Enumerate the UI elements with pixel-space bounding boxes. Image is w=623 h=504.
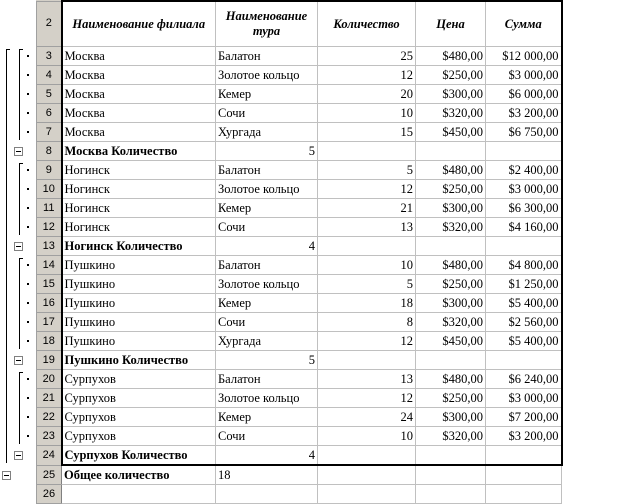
cell-sum[interactable]: $4 800,00	[486, 256, 562, 275]
cell-quantity[interactable]: 13	[318, 218, 416, 237]
cell-quantity[interactable]: 12	[318, 66, 416, 85]
cell-branch[interactable]: Москва Количество	[62, 142, 216, 161]
row-number[interactable]: 9	[37, 161, 62, 180]
table-row	[37, 85, 562, 104]
table-row	[37, 389, 562, 408]
row-number[interactable]: 10	[37, 180, 62, 199]
cell-price[interactable]	[416, 237, 486, 256]
cell-branch[interactable]: Москва	[62, 66, 216, 85]
cell-sum[interactable]: $1 250,00	[486, 275, 562, 294]
cell-branch[interactable]: Москва	[62, 47, 216, 66]
cell-quantity[interactable]: 13	[318, 370, 416, 389]
row-number[interactable]: 3	[37, 47, 62, 66]
cell-tour[interactable]: Балатон	[216, 47, 318, 66]
cell-sum[interactable]: $5 400,00	[486, 332, 562, 351]
row-number[interactable]: 5	[37, 85, 62, 104]
cell-tour[interactable]: Кемер	[216, 408, 318, 427]
outline-detail-dot	[27, 169, 29, 171]
table-row	[37, 180, 562, 199]
cell-empty[interactable]	[62, 485, 216, 504]
cell-empty[interactable]	[216, 485, 318, 504]
row-number[interactable]: 7	[37, 123, 62, 142]
column-header-quantity[interactable]: Количество	[318, 1, 416, 47]
cell-branch[interactable]: Ногинск	[62, 199, 216, 218]
row-number[interactable]: 8	[37, 142, 62, 161]
cell-sum[interactable]	[486, 142, 562, 161]
cell-tour[interactable]: Кемер	[216, 294, 318, 313]
table-row	[37, 294, 562, 313]
cell-tour[interactable]: Балатон	[216, 256, 318, 275]
spreadsheet-grid	[36, 0, 563, 504]
cell-tour[interactable]: Кемер	[216, 85, 318, 104]
subtotal-row	[37, 351, 562, 370]
cell-grand-total-label[interactable]: Общее количество	[62, 465, 216, 485]
header-row	[37, 1, 562, 47]
outline-detail-dot	[27, 93, 29, 95]
column-header-price[interactable]: Цена	[416, 1, 486, 47]
cell-branch[interactable]: Пушкино	[62, 332, 216, 351]
row-number[interactable]: 23	[37, 427, 62, 446]
outline-detail-dot	[27, 283, 29, 285]
cell-branch[interactable]: Пушкино	[62, 294, 216, 313]
row-number[interactable]: 15	[37, 275, 62, 294]
cell-price[interactable]: $250,00	[416, 180, 486, 199]
cell-sum[interactable]: $3 000,00	[486, 66, 562, 85]
cell-price[interactable]: $320,00	[416, 427, 486, 446]
table-row	[37, 104, 562, 123]
cell-sum[interactable]: $6 240,00	[486, 370, 562, 389]
cell-sum[interactable]	[486, 351, 562, 370]
outline-detail-dot	[27, 321, 29, 323]
cell-sum[interactable]: $3 200,00	[486, 104, 562, 123]
row-number[interactable]: 16	[37, 294, 62, 313]
cell-sum[interactable]: $4 160,00	[486, 218, 562, 237]
cell-branch[interactable]: Сурпухов	[62, 408, 216, 427]
cell-price[interactable]	[416, 142, 486, 161]
cell-tour[interactable]: Хургада	[216, 123, 318, 142]
cell-branch[interactable]: Пушкино	[62, 313, 216, 332]
cell-branch[interactable]: Сурпухов	[62, 427, 216, 446]
cell-count[interactable]: 5	[216, 142, 318, 161]
cell-price[interactable]: $450,00	[416, 123, 486, 142]
row-number[interactable]: 6	[37, 104, 62, 123]
row-number[interactable]: 12	[37, 218, 62, 237]
outline-detail-dot	[27, 302, 29, 304]
cell-price[interactable]: $300,00	[416, 85, 486, 104]
cell-price[interactable]: $250,00	[416, 66, 486, 85]
outline-detail-dot	[27, 131, 29, 133]
table-row	[37, 66, 562, 85]
table-row	[37, 332, 562, 351]
cell-price[interactable]: $320,00	[416, 218, 486, 237]
cell-count[interactable]: 4	[216, 446, 318, 466]
table-row	[37, 427, 562, 446]
cell-empty[interactable]	[486, 465, 562, 485]
cell-price[interactable]: $320,00	[416, 104, 486, 123]
cell-quantity[interactable]	[318, 446, 416, 466]
row-number[interactable]: 4	[37, 66, 62, 85]
empty-row	[37, 485, 562, 504]
cell-quantity[interactable]: 18	[318, 294, 416, 313]
cell-sum[interactable]: $3 000,00	[486, 389, 562, 408]
subtotal-row	[37, 237, 562, 256]
cell-tour[interactable]: Золотое кольцо	[216, 275, 318, 294]
cell-branch[interactable]: Сурпухов Количество	[62, 446, 216, 466]
cell-price[interactable]: $300,00	[416, 199, 486, 218]
cell-quantity[interactable]: 8	[318, 313, 416, 332]
cell-price[interactable]: $480,00	[416, 370, 486, 389]
cell-quantity[interactable]: 20	[318, 85, 416, 104]
table-row	[37, 47, 562, 66]
outline-level2-bracket	[19, 49, 20, 140]
row-number[interactable]: 11	[37, 199, 62, 218]
cell-branch[interactable]: Сурпухов	[62, 389, 216, 408]
subtotal-row	[37, 142, 562, 161]
cell-branch[interactable]: Москва	[62, 123, 216, 142]
cell-empty[interactable]	[486, 485, 562, 504]
outline-level2-bracket	[19, 163, 20, 235]
cell-tour[interactable]: Золотое кольцо	[216, 66, 318, 85]
cell-quantity[interactable]: 5	[318, 161, 416, 180]
collapse-all-button[interactable]	[2, 471, 11, 480]
cell-sum[interactable]: $6 750,00	[486, 123, 562, 142]
table-row	[37, 161, 562, 180]
cell-sum[interactable]	[486, 446, 562, 466]
cell-branch[interactable]: Пушкино Количество	[62, 351, 216, 370]
cell-price[interactable]: $320,00	[416, 313, 486, 332]
collapse-group-button[interactable]	[14, 242, 23, 251]
cell-sum[interactable]: $6 300,00	[486, 199, 562, 218]
row-number[interactable]: 14	[37, 256, 62, 275]
table-row	[37, 123, 562, 142]
cell-tour[interactable]: Сочи	[216, 427, 318, 446]
row-number[interactable]: 18	[37, 332, 62, 351]
cell-sum[interactable]: $12 000,00	[486, 47, 562, 66]
outline-detail-dot	[27, 188, 29, 190]
outline-level2-bracket	[19, 258, 20, 349]
cell-count[interactable]: 5	[216, 351, 318, 370]
cell-tour[interactable]: Балатон	[216, 370, 318, 389]
cell-price[interactable]: $250,00	[416, 275, 486, 294]
cell-branch[interactable]: Ногинск	[62, 161, 216, 180]
cell-grand-total-value[interactable]: 18	[216, 465, 318, 485]
cell-price[interactable]: $480,00	[416, 256, 486, 275]
row-number[interactable]: 22	[37, 408, 62, 427]
table-row	[37, 408, 562, 427]
cell-tour[interactable]: Золотое кольцо	[216, 180, 318, 199]
table-row	[37, 313, 562, 332]
cell-empty[interactable]	[416, 485, 486, 504]
cell-tour[interactable]: Сочи	[216, 104, 318, 123]
outline-detail-dot	[27, 112, 29, 114]
cell-quantity[interactable]: 24	[318, 408, 416, 427]
cell-sum[interactable]: $5 400,00	[486, 294, 562, 313]
outline-detail-dot	[27, 378, 29, 380]
cell-price[interactable]: $480,00	[416, 161, 486, 180]
outline-level1-bracket	[6, 49, 7, 464]
outline-detail-dot	[27, 264, 29, 266]
outline-level2-bracket	[19, 372, 20, 444]
table-row	[37, 199, 562, 218]
table-row	[37, 218, 562, 237]
cell-quantity[interactable]: 10	[318, 104, 416, 123]
row-number[interactable]: 26	[37, 485, 62, 504]
cell-quantity[interactable]: 12	[318, 389, 416, 408]
cell-quantity[interactable]	[318, 237, 416, 256]
outline-level2-bracket-cap	[19, 49, 23, 50]
cell-price[interactable]: $250,00	[416, 389, 486, 408]
subtotal-row	[37, 446, 562, 466]
cell-empty[interactable]	[318, 485, 416, 504]
cell-branch[interactable]: Ногинск	[62, 180, 216, 199]
collapse-group-button[interactable]	[14, 356, 23, 365]
cell-price[interactable]	[416, 351, 486, 370]
outline-detail-dot	[27, 226, 29, 228]
row-number[interactable]: 24	[37, 446, 62, 466]
cell-branch[interactable]: Пушкино	[62, 275, 216, 294]
outline-detail-dot	[27, 207, 29, 209]
outline-detail-dot	[27, 435, 29, 437]
cell-price[interactable]: $480,00	[416, 47, 486, 66]
outline-detail-dot	[27, 340, 29, 342]
cell-tour[interactable]: Золотое кольцо	[216, 389, 318, 408]
table-row	[37, 256, 562, 275]
cell-quantity[interactable]: 10	[318, 427, 416, 446]
outline-level2-bracket-cap	[19, 372, 23, 373]
cell-tour[interactable]: Хургада	[216, 332, 318, 351]
cell-price[interactable]: $300,00	[416, 408, 486, 427]
outline-detail-dot	[27, 74, 29, 76]
row-number[interactable]: 17	[37, 313, 62, 332]
cell-quantity[interactable]	[318, 142, 416, 161]
cell-quantity[interactable]: 15	[318, 123, 416, 142]
cell-tour[interactable]: Сочи	[216, 313, 318, 332]
outline-detail-dot	[27, 55, 29, 57]
cell-count[interactable]: 4	[216, 237, 318, 256]
outline-detail-dot	[27, 416, 29, 418]
outline-level1-bracket-cap	[6, 49, 10, 50]
cell-price[interactable]	[416, 446, 486, 466]
table-row	[37, 275, 562, 294]
cell-empty[interactable]	[318, 465, 416, 485]
cell-branch[interactable]: Ногинск Количество	[62, 237, 216, 256]
cell-sum[interactable]: $6 000,00	[486, 85, 562, 104]
outline-detail-dot	[27, 397, 29, 399]
cell-quantity[interactable]: 12	[318, 332, 416, 351]
cell-tour[interactable]: Балатон	[216, 161, 318, 180]
collapse-group-button[interactable]	[14, 451, 23, 460]
row-number[interactable]: 2	[37, 1, 62, 47]
row-number[interactable]: 20	[37, 370, 62, 389]
row-number[interactable]: 19	[37, 351, 62, 370]
cell-sum[interactable]: $2 560,00	[486, 313, 562, 332]
cell-branch[interactable]: Москва	[62, 85, 216, 104]
outline-level2-bracket-cap	[19, 258, 23, 259]
column-header-sum[interactable]: Сумма	[486, 1, 562, 47]
cell-sum[interactable]: $2 400,00	[486, 161, 562, 180]
cell-tour[interactable]: Кемер	[216, 199, 318, 218]
cell-quantity[interactable]	[318, 351, 416, 370]
column-header-branch[interactable]: Наименование филиала	[62, 1, 216, 47]
row-number[interactable]: 25	[37, 465, 62, 485]
cell-sum[interactable]: $7 200,00	[486, 408, 562, 427]
collapse-group-button[interactable]	[14, 147, 23, 156]
cell-branch[interactable]: Сурпухов	[62, 370, 216, 389]
cell-sum[interactable]: $3 000,00	[486, 180, 562, 199]
cell-sum[interactable]	[486, 237, 562, 256]
cell-branch[interactable]: Ногинск	[62, 218, 216, 237]
table-row	[37, 370, 562, 389]
grand-total-row	[37, 465, 562, 485]
outline-level2-bracket-cap	[19, 163, 23, 164]
cell-quantity[interactable]: 12	[318, 180, 416, 199]
cell-branch[interactable]: Москва	[62, 104, 216, 123]
cell-empty[interactable]	[416, 465, 486, 485]
cell-price[interactable]: $450,00	[416, 332, 486, 351]
cell-branch[interactable]: Пушкино	[62, 256, 216, 275]
cell-quantity[interactable]: 25	[318, 47, 416, 66]
row-number[interactable]: 21	[37, 389, 62, 408]
row-number[interactable]: 13	[37, 237, 62, 256]
cell-price[interactable]: $300,00	[416, 294, 486, 313]
cell-tour[interactable]: Сочи	[216, 218, 318, 237]
column-header-tour[interactable]: Наименование тура	[216, 1, 318, 47]
cell-quantity[interactable]: 5	[318, 275, 416, 294]
cell-sum[interactable]: $3 200,00	[486, 427, 562, 446]
cell-quantity[interactable]: 21	[318, 199, 416, 218]
cell-quantity[interactable]: 10	[318, 256, 416, 275]
